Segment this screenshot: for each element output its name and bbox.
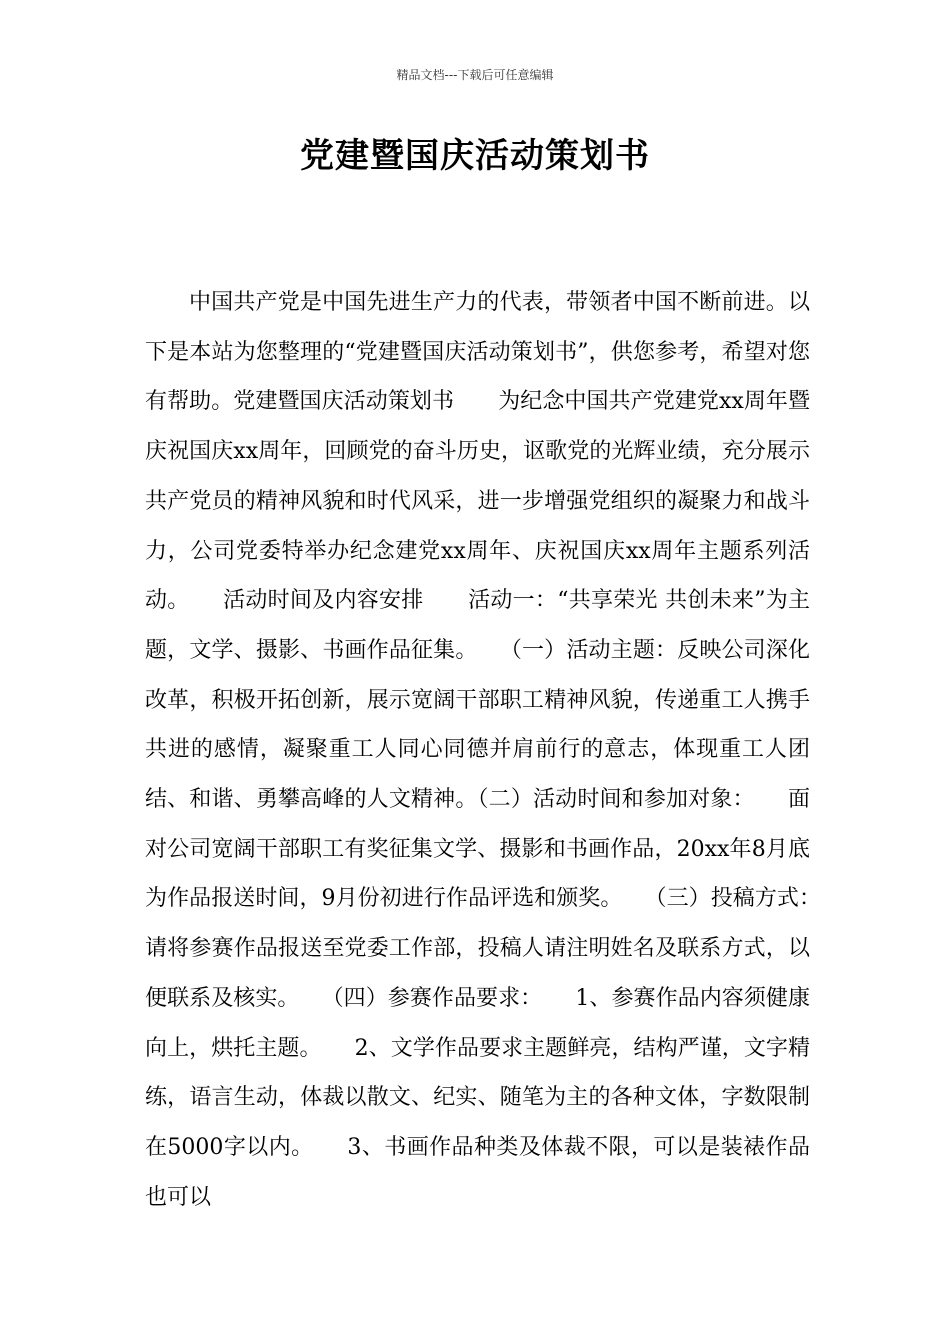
document-body: 中国共产党是中国先进生产力的代表，带领者中国不断前进。以下是本站为您整理的“党建暨国庆活动策划书”，供您参考，希望对您有帮助。党建暨国庆活动策划书 为纪念中国共产党建党xx周年暨庆祝国庆xx周年，回顾党的奋斗历史，讴歌党的光辉业绩，充分展示共产党员的精神风貌和时代风采，进一步增强党组织的凝聚力和战斗力，公司党委特举办纪念建党xx周年、庆祝国庆xx周年主题系列活动。 活动时间及内容安排 活动一：“共享荣光 共创未来”为主题，文学、摄影、书画作品征集。 （一）活动主题：反映公司深化改革，积极开拓创新，展示宽阔干部职工精神风貌，传递重工人携手共进的感情，凝聚重工人同心同德并肩前行的意志，体现重工人团结、和谐、勇攀高峰的人文精神。（二）活动时间和参加对象： 面对公司宽阔干部职工有奖征集文学、摄影和书画作品，20xx年8月底为作品报送时间，9月份初进行作品评选和颁奖。 （三）投稿方式： 请将参赛作品报送至党委工作部，投稿人请注明姓名及联系方式，以便联系及核实。 （四）参赛作品要求： 1、参赛作品内容须健康向上，烘托主题。 2、文学作品要求主题鲜亮，结构严谨，文字精练，语言生动，体裁以散文、纪实、随笔为主的各种文体，字数限制在5000字以内。 3、书画作品种类及体裁不限，可以是装裱作品也可以 [145, 290, 855, 1210]
header-note: 精品文档---下载后可任意编辑 [396, 68, 554, 82]
document-title: 党建暨国庆活动策划书 [300, 136, 650, 176]
